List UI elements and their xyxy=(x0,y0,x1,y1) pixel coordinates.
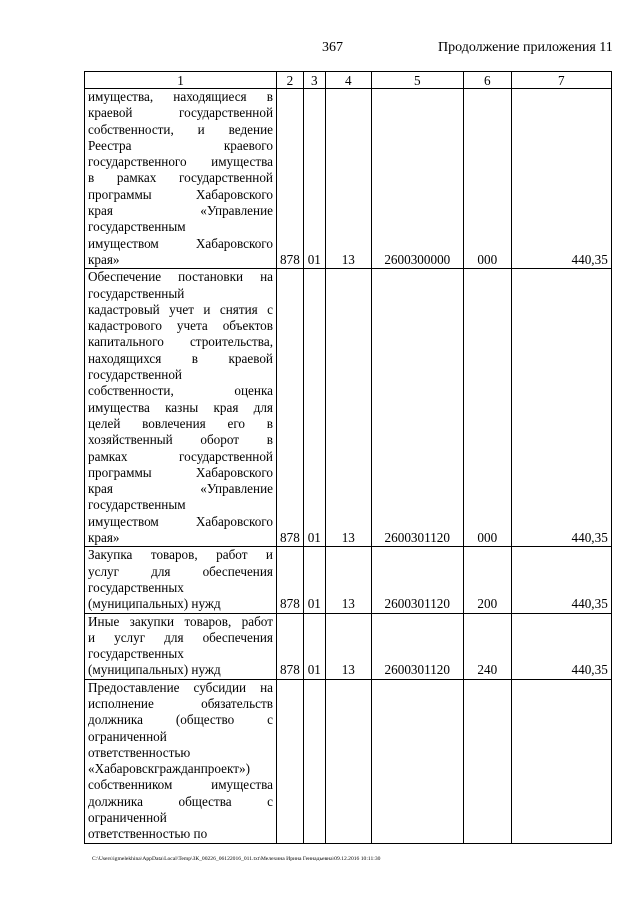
row-name-line: хозяйственный оборот в xyxy=(88,432,273,448)
row-name-line: рамках государственной xyxy=(88,448,273,464)
column-header: 1 xyxy=(85,72,277,89)
row-name-line: (муниципальных) нужд xyxy=(88,662,221,678)
column-header: 4 xyxy=(325,72,371,89)
footer-file-path: C:\Users\igmelekhina\AppData\Local\Temp\ЗК_00226_06122016_011.txt\Мелехина Ирина Геннадьевна\09.12.2016 10:11:30 xyxy=(92,856,381,862)
column-header: 5 xyxy=(371,72,463,89)
section-code-cell: 01 xyxy=(303,613,325,679)
amount-cell: 440,35 xyxy=(511,89,611,269)
row-name-line: края «Управление xyxy=(88,203,273,219)
target-article-cell: 2600300000 xyxy=(371,89,463,269)
row-name-line: имуществом Хабаровского xyxy=(88,235,273,251)
subsection-code-cell: 13 xyxy=(325,613,371,679)
target-article-cell xyxy=(371,679,463,843)
row-name-line: ограниченной xyxy=(88,810,167,826)
row-name-line: кадастровый учет и снятия с xyxy=(88,301,273,317)
table-row xyxy=(85,547,612,613)
row-name-line: и услуг для обеспечения xyxy=(88,629,273,645)
section-code-cell: 01 xyxy=(303,269,325,547)
expense-type-cell: 000 xyxy=(463,89,511,269)
row-name-line: государственного имущества xyxy=(88,154,273,170)
row-name-line: ответственностью по xyxy=(88,826,208,842)
row-name-line: государственным xyxy=(88,219,186,235)
table-row xyxy=(85,613,612,679)
amount-cell xyxy=(511,679,611,843)
expense-type-cell xyxy=(463,679,511,843)
row-name-line: услуг для обеспечения xyxy=(88,563,273,579)
row-name-line: собственником имущества xyxy=(88,777,273,793)
row-name-line: (муниципальных) нужд xyxy=(88,596,221,612)
column-header: 3 xyxy=(303,72,325,89)
row-name-line: должника (общество с xyxy=(88,712,273,728)
row-name-line: собственности, оценка xyxy=(88,383,273,399)
row-name-line: имуществом Хабаровского xyxy=(88,513,273,529)
ministry-code-cell: 878 xyxy=(277,613,304,679)
ministry-code-cell xyxy=(277,679,304,843)
column-header: 7 xyxy=(511,72,611,89)
column-header: 2 xyxy=(277,72,304,89)
section-code-cell xyxy=(303,679,325,843)
row-name-line: должника общества с xyxy=(88,793,273,809)
table-row xyxy=(85,679,612,843)
row-name-line: ограниченной xyxy=(88,728,167,744)
target-article-cell: 2600301120 xyxy=(371,547,463,613)
row-name-line: имущества казны края для xyxy=(88,399,273,415)
expense-type-cell: 000 xyxy=(463,269,511,547)
row-name-line: государственной xyxy=(88,367,182,383)
row-name-cell xyxy=(85,679,277,843)
row-name-line: имущества, находящиеся в xyxy=(88,89,273,104)
row-name-cell xyxy=(85,547,277,613)
expense-type-cell: 240 xyxy=(463,613,511,679)
subsection-code-cell: 13 xyxy=(325,547,371,613)
row-name-line: Обеспечение постановки на xyxy=(88,269,273,285)
ministry-code-cell: 878 xyxy=(277,547,304,613)
row-name-line: собственности, и ведение xyxy=(88,121,273,137)
amount-cell: 440,35 xyxy=(511,613,611,679)
row-name-line: края» xyxy=(88,251,120,267)
table-row xyxy=(85,269,612,547)
appendix-title: Продолжение приложения 11 xyxy=(438,40,613,55)
row-name-line: государственных xyxy=(88,646,184,662)
row-name-line: программы Хабаровского xyxy=(88,186,273,202)
column-header-row xyxy=(85,72,612,89)
subsection-code-cell: 13 xyxy=(325,89,371,269)
subsection-code-cell: 13 xyxy=(325,269,371,547)
amount-cell: 440,35 xyxy=(511,547,611,613)
column-header: 6 xyxy=(463,72,511,89)
subsection-code-cell xyxy=(325,679,371,843)
row-name-line: в рамках государственной xyxy=(88,170,273,186)
row-name-line: государственным xyxy=(88,497,186,513)
row-name-line: целей вовлечения его в xyxy=(88,415,273,431)
row-name-line: края «Управление xyxy=(88,481,273,497)
row-name-line: Иные закупки товаров, работ xyxy=(88,613,273,629)
row-name-line: капитального строительства, xyxy=(88,334,273,350)
row-name-line: программы Хабаровского xyxy=(88,464,273,480)
row-name-line: ответственностью xyxy=(88,744,191,760)
target-article-cell: 2600301120 xyxy=(371,613,463,679)
ministry-code-cell: 878 xyxy=(277,269,304,547)
row-name-line: кадастрового учета объектов xyxy=(88,318,273,334)
ministry-code-cell: 878 xyxy=(277,89,304,269)
row-name-line: «Хабаровскгражданпроект») xyxy=(88,761,250,777)
row-name-cell xyxy=(85,269,277,547)
table-row xyxy=(85,89,612,269)
row-name-line: Закупка товаров, работ и xyxy=(88,547,273,563)
budget-table xyxy=(84,71,612,844)
section-code-cell: 01 xyxy=(303,547,325,613)
target-article-cell: 2600301120 xyxy=(371,269,463,547)
row-name-line: Предоставление субсидии на xyxy=(88,679,273,695)
row-name-line: исполнение обязательств xyxy=(88,695,273,711)
row-name-line: краевой государственной xyxy=(88,105,273,121)
amount-cell: 440,35 xyxy=(511,269,611,547)
row-name-cell xyxy=(85,613,277,679)
row-name-line: Реестра краевого xyxy=(88,137,273,153)
row-name-cell xyxy=(85,89,277,269)
page-number: 367 xyxy=(322,40,343,55)
section-code-cell: 01 xyxy=(303,89,325,269)
row-name-line: края» xyxy=(88,530,120,546)
row-name-line: находящихся в краевой xyxy=(88,350,273,366)
row-name-line: государственных xyxy=(88,579,184,595)
expense-type-cell: 200 xyxy=(463,547,511,613)
row-name-line: государственный xyxy=(88,285,185,301)
